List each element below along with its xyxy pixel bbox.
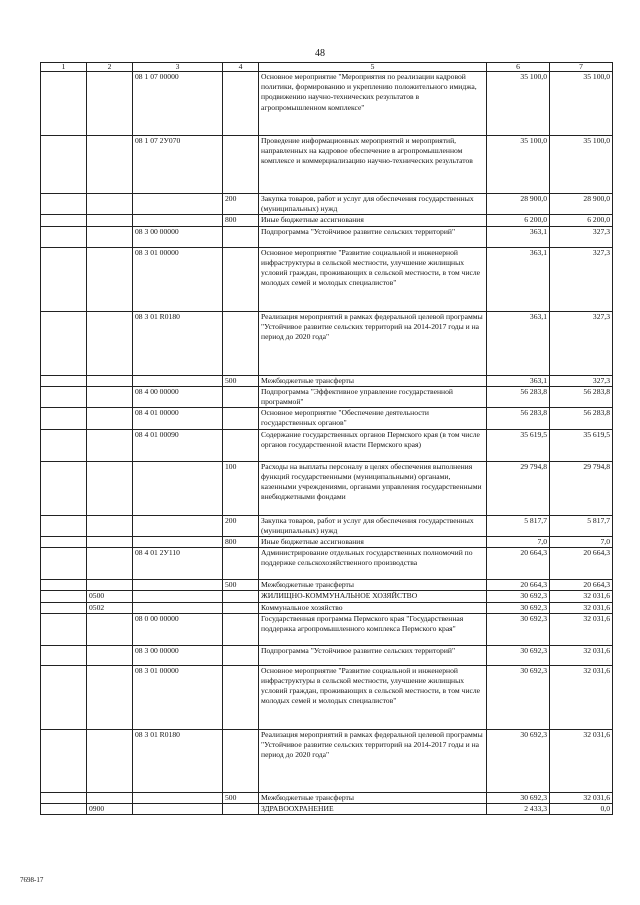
column-header: 6 bbox=[487, 63, 550, 72]
amount-year-2: 56 283,8 bbox=[550, 408, 613, 429]
amount-year-2: 20 664,3 bbox=[550, 580, 613, 591]
level-1-code bbox=[41, 408, 87, 429]
expense-type-code bbox=[223, 408, 259, 429]
expense-type-code: 200 bbox=[223, 194, 259, 215]
section-code bbox=[87, 136, 133, 194]
section-code bbox=[87, 375, 133, 386]
target-article-code bbox=[133, 375, 223, 386]
expense-type-code: 500 bbox=[223, 792, 259, 803]
amount-year-1: 35 100,0 bbox=[487, 72, 550, 136]
item-name: Основное мероприятие "Развитие социальной и инженерной инфраструктуры в сельской местности, улучшение жилищных условий граждан, проживающих в сельской местности, в том числе молодых семей и молодых специалистов" bbox=[259, 665, 487, 729]
item-name: Администрирование отдельных государственных полномочий по поддержке сельскохозяйственного производства bbox=[259, 548, 487, 580]
expense-type-code bbox=[223, 386, 259, 407]
expense-type-code bbox=[223, 247, 259, 311]
target-article-code: 08 4 01 00090 bbox=[133, 429, 223, 461]
level-1-code bbox=[41, 613, 87, 645]
section-code bbox=[87, 311, 133, 375]
section-code bbox=[87, 429, 133, 461]
table-row bbox=[41, 386, 613, 407]
amount-year-1: 20 664,3 bbox=[487, 548, 550, 580]
item-name: Основное мероприятие "Мероприятия по реализации кадровой политики, формированию и укреплению положительного имиджа, продвижению научно-технических результатов в агропромышленном комплексе" bbox=[259, 72, 487, 136]
amount-year-1: 30 692,3 bbox=[487, 645, 550, 665]
amount-year-1: 30 692,3 bbox=[487, 729, 550, 792]
target-article-code: 08 1 07 2У070 bbox=[133, 136, 223, 194]
item-name: Межбюджетные трансферты bbox=[259, 792, 487, 803]
amount-year-1: 7,0 bbox=[487, 537, 550, 548]
amount-year-2: 6 200,0 bbox=[550, 215, 613, 226]
section-code bbox=[87, 226, 133, 247]
target-article-code bbox=[133, 215, 223, 226]
amount-year-2: 327,3 bbox=[550, 311, 613, 375]
expense-type-code bbox=[223, 226, 259, 247]
section-code bbox=[87, 792, 133, 803]
target-article-code: 08 3 01 R0180 bbox=[133, 311, 223, 375]
table-row bbox=[41, 580, 613, 591]
expense-type-code: 800 bbox=[223, 537, 259, 548]
level-1-code bbox=[41, 136, 87, 194]
column-header-row bbox=[41, 63, 613, 72]
amount-year-2: 35 100,0 bbox=[550, 72, 613, 136]
target-article-code bbox=[133, 792, 223, 803]
section-code: 0502 bbox=[87, 602, 133, 613]
table-row bbox=[41, 375, 613, 386]
item-name: Межбюджетные трансферты bbox=[259, 375, 487, 386]
item-name: ЗДРАВООХРАНЕНИЕ bbox=[259, 804, 487, 815]
amount-year-1: 6 200,0 bbox=[487, 215, 550, 226]
amount-year-1: 363,1 bbox=[487, 311, 550, 375]
level-1-code bbox=[41, 226, 87, 247]
section-code bbox=[87, 613, 133, 645]
amount-year-1: 20 664,3 bbox=[487, 580, 550, 591]
amount-year-1: 363,1 bbox=[487, 247, 550, 311]
table-row bbox=[41, 665, 613, 729]
section-code bbox=[87, 72, 133, 136]
item-name: Содержание государственных органов Пермского края (в том числе органов государственной власти Пермского края) bbox=[259, 429, 487, 461]
item-name: Закупка товаров, работ и услуг для обеспечения государственных (муниципальных) нужд bbox=[259, 515, 487, 536]
level-1-code bbox=[41, 311, 87, 375]
amount-year-2: 32 031,6 bbox=[550, 602, 613, 613]
section-code bbox=[87, 247, 133, 311]
item-name: Межбюджетные трансферты bbox=[259, 580, 487, 591]
table-row bbox=[41, 311, 613, 375]
amount-year-1: 363,1 bbox=[487, 226, 550, 247]
item-name: Иные бюджетные ассигнования bbox=[259, 215, 487, 226]
item-name: Закупка товаров, работ и услуг для обеспечения государственных (муниципальных) нужд bbox=[259, 194, 487, 215]
target-article-code bbox=[133, 602, 223, 613]
section-code bbox=[87, 461, 133, 515]
expense-type-code bbox=[223, 602, 259, 613]
column-header: 4 bbox=[223, 63, 259, 72]
level-1-code bbox=[41, 386, 87, 407]
amount-year-1: 29 794,8 bbox=[487, 461, 550, 515]
item-name: Основное мероприятие "Развитие социальной и инженерной инфраструктуры в сельской местности, улучшение жилищных условий граждан, проживающих в сельской местности, в том числе молодых семей и молодых специалистов" bbox=[259, 247, 487, 311]
section-code bbox=[87, 386, 133, 407]
document-code: 7698-17 bbox=[20, 876, 44, 884]
amount-year-1: 30 692,3 bbox=[487, 591, 550, 602]
amount-year-2: 327,3 bbox=[550, 247, 613, 311]
table-row bbox=[41, 602, 613, 613]
column-header: 5 bbox=[259, 63, 487, 72]
amount-year-1: 30 692,3 bbox=[487, 602, 550, 613]
level-1-code bbox=[41, 247, 87, 311]
level-1-code bbox=[41, 792, 87, 803]
item-name: Подпрограмма "Устойчивое развитие сельских территорий" bbox=[259, 645, 487, 665]
item-name: Расходы на выплаты персоналу в целях обеспечения выполнения функций государственными (муниципальными) органами, казенными учреждениями, органами управления государственными внебюджетными фондами bbox=[259, 461, 487, 515]
table-row bbox=[41, 537, 613, 548]
amount-year-2: 32 031,6 bbox=[550, 613, 613, 645]
amount-year-2: 0,0 bbox=[550, 804, 613, 815]
target-article-code: 08 0 00 00000 bbox=[133, 613, 223, 645]
table-row bbox=[41, 591, 613, 602]
table-row bbox=[41, 461, 613, 515]
item-name: Подпрограмма "Эффективное управление государственной программой" bbox=[259, 386, 487, 407]
expense-type-code: 500 bbox=[223, 580, 259, 591]
amount-year-1: 35 100,0 bbox=[487, 136, 550, 194]
target-article-code: 08 1 07 00000 bbox=[133, 72, 223, 136]
amount-year-2: 327,3 bbox=[550, 226, 613, 247]
amount-year-2: 327,3 bbox=[550, 375, 613, 386]
amount-year-1: 2 433,3 bbox=[487, 804, 550, 815]
page-number: 48 bbox=[315, 48, 325, 59]
amount-year-2: 32 031,6 bbox=[550, 591, 613, 602]
item-name: Реализация мероприятий в рамках федеральной целевой программы "Устойчивое развитие сельских территорий на 2014-2017 годы и на период до 2020 года" bbox=[259, 729, 487, 792]
amount-year-1: 30 692,3 bbox=[487, 613, 550, 645]
amount-year-2: 32 031,6 bbox=[550, 645, 613, 665]
section-code bbox=[87, 215, 133, 226]
target-article-code: 08 3 00 00000 bbox=[133, 226, 223, 247]
target-article-code: 08 4 00 00000 bbox=[133, 386, 223, 407]
table-row bbox=[41, 247, 613, 311]
level-1-code bbox=[41, 537, 87, 548]
level-1-code bbox=[41, 515, 87, 536]
table-row bbox=[41, 215, 613, 226]
amount-year-2: 35 619,5 bbox=[550, 429, 613, 461]
level-1-code bbox=[41, 729, 87, 792]
target-article-code bbox=[133, 591, 223, 602]
budget-table bbox=[40, 62, 613, 815]
amount-year-1: 5 817,7 bbox=[487, 515, 550, 536]
target-article-code bbox=[133, 804, 223, 815]
expense-type-code bbox=[223, 72, 259, 136]
expense-type-code bbox=[223, 645, 259, 665]
section-code bbox=[87, 194, 133, 215]
amount-year-2: 29 794,8 bbox=[550, 461, 613, 515]
amount-year-1: 35 619,5 bbox=[487, 429, 550, 461]
amount-year-2: 56 283,8 bbox=[550, 386, 613, 407]
section-code bbox=[87, 645, 133, 665]
amount-year-2: 32 031,6 bbox=[550, 792, 613, 803]
amount-year-2: 20 664,3 bbox=[550, 548, 613, 580]
amount-year-2: 7,0 bbox=[550, 537, 613, 548]
level-1-code bbox=[41, 429, 87, 461]
expense-type-code bbox=[223, 311, 259, 375]
expense-type-code: 200 bbox=[223, 515, 259, 536]
table-row bbox=[41, 429, 613, 461]
target-article-code: 08 3 00 00000 bbox=[133, 645, 223, 665]
target-article-code bbox=[133, 194, 223, 215]
expense-type-code bbox=[223, 665, 259, 729]
target-article-code bbox=[133, 461, 223, 515]
amount-year-1: 30 692,3 bbox=[487, 665, 550, 729]
level-1-code bbox=[41, 194, 87, 215]
target-article-code bbox=[133, 537, 223, 548]
item-name: Основное мероприятие "Обеспечение деятельности государственных органов" bbox=[259, 408, 487, 429]
target-article-code bbox=[133, 515, 223, 536]
amount-year-1: 56 283,8 bbox=[487, 408, 550, 429]
level-1-code bbox=[41, 602, 87, 613]
section-code: 0900 bbox=[87, 804, 133, 815]
item-name: Государственная программа Пермского края "Государственная поддержка агропромышленного комплекса Пермского края" bbox=[259, 613, 487, 645]
item-name: Проведение информационных мероприятий и мероприятий, направленных на кадровое обеспечение в агропромышленном комплексе и коммерциализацию научно-технических результатов bbox=[259, 136, 487, 194]
section-code bbox=[87, 408, 133, 429]
expense-type-code bbox=[223, 729, 259, 792]
section-code: 0500 bbox=[87, 591, 133, 602]
table-row bbox=[41, 408, 613, 429]
table-row bbox=[41, 548, 613, 580]
table-row bbox=[41, 226, 613, 247]
amount-year-2: 5 817,7 bbox=[550, 515, 613, 536]
level-1-code bbox=[41, 215, 87, 226]
section-code bbox=[87, 537, 133, 548]
amount-year-2: 32 031,6 bbox=[550, 665, 613, 729]
item-name: Коммунальное хозяйство bbox=[259, 602, 487, 613]
amount-year-2: 35 100,0 bbox=[550, 136, 613, 194]
table-body bbox=[41, 72, 613, 815]
section-code bbox=[87, 548, 133, 580]
expense-type-code: 100 bbox=[223, 461, 259, 515]
expense-type-code bbox=[223, 613, 259, 645]
level-1-code bbox=[41, 665, 87, 729]
amount-year-1: 30 692,3 bbox=[487, 792, 550, 803]
target-article-code: 08 4 01 2У110 bbox=[133, 548, 223, 580]
target-article-code: 08 3 01 R0180 bbox=[133, 729, 223, 792]
column-header: 1 bbox=[41, 63, 87, 72]
amount-year-2: 28 900,0 bbox=[550, 194, 613, 215]
section-code bbox=[87, 729, 133, 792]
table-row bbox=[41, 72, 613, 136]
section-code bbox=[87, 665, 133, 729]
amount-year-2: 32 031,6 bbox=[550, 729, 613, 792]
level-1-code bbox=[41, 804, 87, 815]
table-row bbox=[41, 515, 613, 536]
level-1-code bbox=[41, 591, 87, 602]
table-row bbox=[41, 645, 613, 665]
level-1-code bbox=[41, 461, 87, 515]
item-name: Реализация мероприятий в рамках федеральной целевой программы "Устойчивое развитие сельских территорий на 2014-2017 годы и на период до 2020 года" bbox=[259, 311, 487, 375]
item-name: Иные бюджетные ассигнования bbox=[259, 537, 487, 548]
expense-type-code bbox=[223, 548, 259, 580]
table-row bbox=[41, 194, 613, 215]
expense-type-code bbox=[223, 804, 259, 815]
table-row bbox=[41, 136, 613, 194]
table-row bbox=[41, 613, 613, 645]
expense-type-code bbox=[223, 591, 259, 602]
level-1-code bbox=[41, 580, 87, 591]
item-name: Подпрограмма "Устойчивое развитие сельских территорий" bbox=[259, 226, 487, 247]
target-article-code: 08 3 01 00000 bbox=[133, 247, 223, 311]
target-article-code: 08 4 01 00000 bbox=[133, 408, 223, 429]
amount-year-1: 363,1 bbox=[487, 375, 550, 386]
section-code bbox=[87, 515, 133, 536]
expense-type-code: 500 bbox=[223, 375, 259, 386]
item-name: ЖИЛИЩНО-КОММУНАЛЬНОЕ ХОЗЯЙСТВО bbox=[259, 591, 487, 602]
expense-type-code bbox=[223, 136, 259, 194]
level-1-code bbox=[41, 548, 87, 580]
level-1-code bbox=[41, 72, 87, 136]
column-header: 7 bbox=[550, 63, 613, 72]
table-row bbox=[41, 792, 613, 803]
table-row bbox=[41, 804, 613, 815]
amount-year-1: 28 900,0 bbox=[487, 194, 550, 215]
table-row bbox=[41, 729, 613, 792]
section-code bbox=[87, 580, 133, 591]
level-1-code bbox=[41, 375, 87, 386]
amount-year-1: 56 283,8 bbox=[487, 386, 550, 407]
expense-type-code: 800 bbox=[223, 215, 259, 226]
column-header: 2 bbox=[87, 63, 133, 72]
column-header: 3 bbox=[133, 63, 223, 72]
expense-type-code bbox=[223, 429, 259, 461]
level-1-code bbox=[41, 645, 87, 665]
target-article-code: 08 3 01 00000 bbox=[133, 665, 223, 729]
target-article-code bbox=[133, 580, 223, 591]
